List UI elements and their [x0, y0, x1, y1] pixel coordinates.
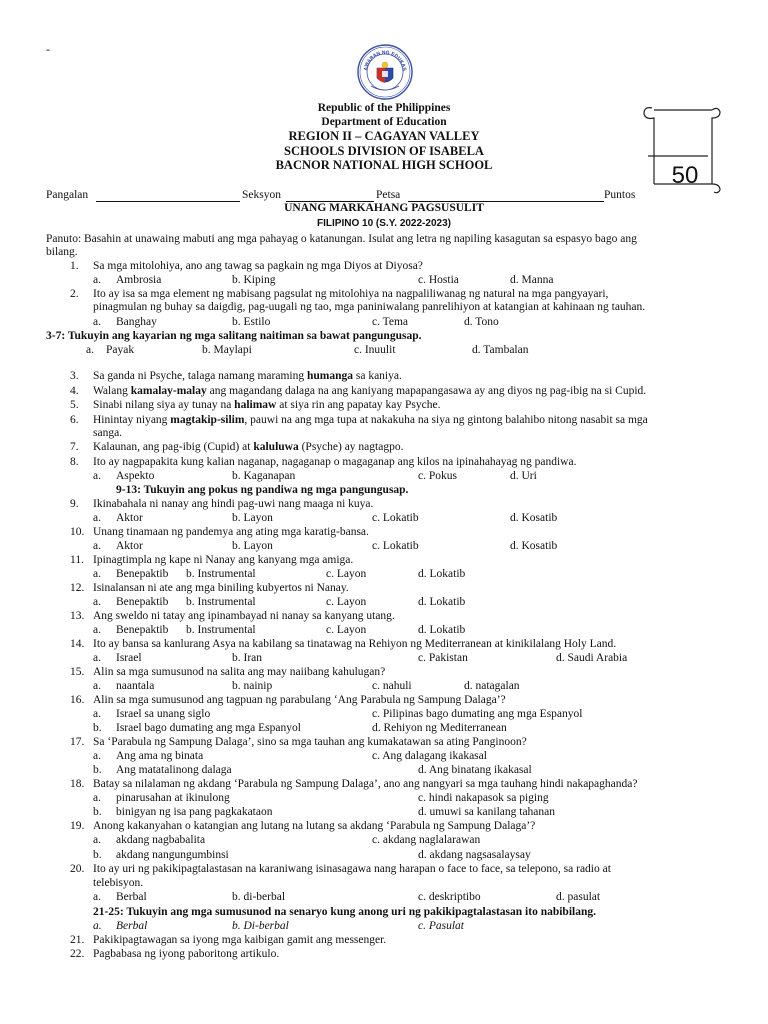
choice-letter: a. — [86, 344, 94, 356]
seal-text: AWARAN NG EDUKAS — [363, 49, 408, 72]
test-title: UNANG MARKAHANG PAGSUSULIT — [284, 202, 484, 214]
section-heading: 9-13: Tukuyin ang pokus ng pandiwa ng mga pangungusap. — [116, 484, 409, 496]
choice-c: c. Layon — [326, 568, 367, 580]
choice-b: b. Instrumental — [186, 596, 256, 608]
choice-d: d. Tambalan — [472, 344, 529, 356]
question-text-cont: sanga. — [93, 427, 123, 439]
question-text: Ang sweldo ni tatay ang ipinambayad ni nanay sa kanyang utang. — [93, 610, 395, 622]
choice-c: c. Pakistan — [418, 652, 468, 664]
choice-c: c. nahuli — [372, 680, 412, 692]
choice-c: c. Ang dalagang ikakasal — [372, 750, 487, 762]
question-text: Ipinagtimpla ng kape ni Nanay ang kanyang mga amiga. — [93, 554, 354, 566]
choice-c: c. Layon — [326, 596, 367, 608]
choice-b: b. Instrumental — [186, 568, 256, 580]
choice-a: Banghay — [116, 316, 157, 328]
choice-c: c. Lokatib — [372, 540, 419, 552]
question-text: Ito ay isa sa mga element ng mabisang pagsulat ng mitolohiya na nagpaliliwanag ng natural na mga pangyayari, — [93, 288, 609, 300]
choice-letter: b. — [93, 806, 102, 818]
choice-letter: a. — [93, 891, 101, 903]
region-line: REGION II – CAGAYAN VALLEY — [288, 129, 480, 144]
question-number: 19. — [70, 820, 85, 832]
choice-a: Benepaktib — [116, 568, 169, 580]
choice-c: c. akdang naglalarawan — [372, 834, 481, 846]
question-text: Sa ganda ni Psyche, talaga namang maraming humanga sa kaniya. — [93, 370, 402, 382]
choice-a: Berbal — [116, 920, 148, 932]
choice-d: d. Lokatib — [418, 624, 466, 636]
question-text: Ito ay bansa sa kanlurang Asya na kabilang sa tinatawag na Rehiyon ng Mediterranean at kinikilalang Holy Land. — [93, 638, 617, 650]
question-text: Anong kakanyahan o katangian ang lutang na lutang sa akdang ‘Parabula ng Sampung Dalaga’? — [93, 820, 536, 832]
choice-b: b. Di-berbal — [232, 920, 289, 932]
choice-b: b. Maylapi — [202, 344, 252, 356]
question-text-cont: telebisyon. — [93, 877, 144, 889]
choice-a: akdang nagbabalita — [116, 834, 206, 846]
question-text: Sa mga mitolohiya, ano ang tawag sa pagkain ng mga Diyos at Diyosa? — [93, 260, 423, 272]
choice-letter: b. — [93, 722, 102, 734]
choice-b: b. Iran — [232, 652, 263, 664]
choice-c: c. Hostia — [418, 274, 459, 286]
country-line: Republic of the Philippines — [317, 102, 451, 114]
choice-a: Benepaktib — [116, 624, 169, 636]
choice-a: Berbal — [116, 891, 147, 903]
choice-d: d. Ang binatang ikakasal — [418, 764, 532, 776]
choice-letter: b. — [93, 764, 102, 776]
choice-b: binigyan ng isa pang pagkakataon — [116, 806, 273, 818]
choice-letter: a. — [93, 920, 102, 932]
question-text: Alin sa mga sumusunod na salita ang may naiibang kahulugan? — [93, 666, 386, 678]
choice-b: b. Layon — [232, 512, 273, 524]
school-name: BACNOR NATIONAL HIGH SCHOOL — [275, 157, 493, 172]
question-number: 12. — [70, 582, 85, 594]
question-number: 16. — [70, 694, 85, 706]
question-text: Alin sa mga sumusunod ang tagpuan ng parabulang ‘Ang Parabula ng Sampung Dalaga’? — [93, 694, 506, 706]
choice-d: d. Saudi Arabia — [556, 652, 628, 664]
section-heading: 21-25: Tukuyin ang mga sumusunod na senaryo kung anong uri ng pakikipagtalastasan ito nabibilang. — [93, 906, 596, 918]
choice-b: Israel bago dumating ang mga Espanyol — [116, 722, 301, 734]
question-number: 9. — [70, 498, 79, 510]
top-mark: - — [46, 42, 50, 56]
question-text: Ito ay uri ng pakikipagtalastasan na karaniwang isinasagawa nang harapan o face to face, sa telepono, sa radio at — [93, 863, 611, 875]
choice-b: b. nainip — [232, 680, 273, 692]
choice-a: Aktor — [116, 512, 143, 524]
choice-letter: a. — [93, 834, 101, 846]
question-number: 4. — [70, 385, 79, 397]
choice-d: d. Kosatib — [510, 540, 558, 552]
question-text: Unang tinamaan ng pandemya ang ating mga karatig-bansa. — [93, 526, 369, 538]
choice-a: Payak — [106, 344, 135, 356]
choice-c: c. Lokatib — [372, 512, 419, 524]
question-text: Walang kamalay-malay ang magandang dalaga na ang kaniyang mapapangasawa ay ang diyos ng pag-ibig na si Cupid. — [93, 385, 647, 397]
choice-a: Benepaktib — [116, 596, 169, 608]
choice-b: b. Kaganapan — [232, 470, 296, 482]
question-text-cont: pinagmulan ng buhay sa daigdig, pag-uugali ng tao, mga paniniwalang panrelihiyon at katangian at kahinaan ng tauhan. — [93, 301, 646, 313]
choice-a: naantala — [116, 680, 155, 692]
choice-b: Ang matatalinong dalaga — [116, 764, 232, 776]
choice-c: c. hindi nakapasok sa piging — [418, 792, 549, 804]
department-line: Department of Education — [321, 116, 447, 129]
choice-c: c. Pasulat — [418, 920, 464, 932]
choice-b: b. di-berbal — [232, 891, 286, 903]
choice-a: Ambrosia — [116, 274, 162, 286]
choice-letter: a. — [93, 316, 101, 328]
choice-letter: a. — [93, 470, 101, 482]
choice-d: d. Rehiyon ng Mediterranean — [372, 722, 507, 734]
subject-line: FILIPINO 10 (S.Y. 2022-2023) — [317, 218, 451, 229]
choice-d: d. Lokatib — [418, 568, 466, 580]
choice-d: d. pasulat — [556, 891, 601, 903]
choice-letter: a. — [93, 512, 101, 524]
question-number: 21. — [70, 934, 85, 946]
question-number: 20. — [70, 863, 85, 875]
choice-a: Ang ama ng binata — [116, 750, 204, 762]
section-heading: 3-7: Tukuyin ang kayarian ng mga salitang naitiman sa bawat pangungusap. — [46, 330, 422, 342]
question-text: Ito ay nagpapakita kung kalian naganap, nagaganap o magaganap ang kilos na ipinahahayag ng pandiwa. — [93, 456, 577, 468]
choice-letter: a. — [93, 792, 101, 804]
choice-c: c. Pokus — [418, 470, 457, 482]
question-text: Kalaunan, ang pag-ibig (Cupid) at kaluluwa (Psyche) ay nagtagpo. — [93, 441, 404, 453]
choice-letter: a. — [93, 568, 101, 580]
question-number: 3. — [70, 370, 79, 382]
choice-b: b. Instrumental — [186, 624, 256, 636]
choice-a: Israel sa unang siglo — [116, 708, 211, 720]
choice-letter: a. — [93, 750, 101, 762]
choice-d: d. Uri — [510, 470, 537, 482]
question-number: 15. — [70, 666, 85, 678]
total-score: 50 — [671, 162, 699, 189]
question-text: Isinalansan ni ate ang mga biniling kubyertos ni Nanay. — [93, 582, 349, 594]
choice-d: d. umuwi sa kanilang tahanan — [418, 806, 556, 818]
choice-letter: a. — [93, 624, 101, 636]
choice-letter: a. — [93, 596, 101, 608]
section-label: Seksyon — [242, 189, 281, 201]
question-text: Pakikipagtawagan sa iyong mga kaibigan gamit ang messenger. — [93, 934, 387, 946]
choice-letter: a. — [93, 652, 101, 664]
question-text: Pagbabasa ng iyong paboritong artikulo. — [93, 948, 280, 960]
choice-d: d. Lokatib — [418, 596, 466, 608]
question-number: 8. — [70, 456, 79, 468]
question-number: 10. — [70, 526, 85, 538]
choice-letter: b. — [93, 849, 102, 861]
question-number: 11. — [70, 554, 84, 566]
choice-d: d. Tono — [464, 316, 499, 328]
choice-letter: a. — [93, 680, 101, 692]
question-number: 17. — [70, 736, 85, 748]
choice-a: Aktor — [116, 540, 143, 552]
choice-b: akdang nangungumbinsi — [116, 849, 229, 861]
choice-a: pinarusahan at ikinulong — [116, 792, 230, 804]
name-label: Pangalan — [46, 189, 89, 201]
question-text: Sinabi nilang siya ay tunay na halimaw at siya rin ang papatay kay Psyche. — [93, 399, 441, 411]
choice-d: d. natagalan — [464, 680, 520, 692]
choice-letter: a. — [93, 274, 101, 286]
instructions-line1: Panuto: Basahin at unawaing mabuti ang mga pahayag o katanungan. Isulat ang letra ng napiling kasagutan sa espasyo bago ang — [46, 233, 637, 245]
question-text: Hinintay niyang magtakip-silim, pauwi na ang mga tupa at nakakuha na siya ng gintong balahibo nitong nasabit sa mga — [93, 414, 648, 426]
question-text: Sa ‘Parabula ng Sampung Dalaga’, sino sa mga tauhan ang kumakatawan sa ating Panginoon? — [93, 736, 527, 748]
instructions-line2: bilang. — [46, 246, 78, 258]
points-label: Puntos — [604, 189, 636, 201]
question-number: 2. — [70, 288, 79, 300]
choice-c: c. Tema — [372, 316, 409, 328]
question-number: 5. — [70, 399, 79, 411]
date-label: Petsa — [376, 189, 401, 201]
question-text: Ikinabahala ni nanay ang hindi pag-uwi nang maaga ni kuya. — [93, 498, 374, 510]
choice-c: c. deskriptibo — [418, 891, 481, 903]
choice-d: d. Manna — [510, 274, 554, 286]
question-number: 18. — [70, 778, 85, 790]
division-line: SCHOOLS DIVISION OF ISABELA — [284, 143, 484, 158]
choice-d: d. akdang nagsasalaysay — [418, 849, 531, 861]
choice-letter: a. — [93, 540, 101, 552]
choice-c: c. Layon — [326, 624, 367, 636]
question-number: 22. — [70, 948, 85, 960]
choice-a: Aspekto — [116, 470, 155, 482]
question-number: 7. — [70, 441, 79, 453]
choice-c: c. Inuulit — [354, 344, 396, 356]
choice-a: Israel — [116, 652, 142, 664]
question-number: 13. — [70, 610, 85, 622]
choice-b: b. Kiping — [232, 274, 276, 286]
question-number: 6. — [70, 414, 79, 426]
question-number: 14. — [70, 638, 85, 650]
choice-b: b. Estilo — [232, 316, 271, 328]
choice-d: d. Kosatib — [510, 512, 558, 524]
question-text: Batay sa nilalaman ng akdang ‘Parabula ng Sampung Dalaga’, ano ang nangyari sa mga tauhang hindi nakapaghanda? — [93, 778, 638, 790]
choice-letter: a. — [93, 708, 101, 720]
question-number: 1. — [70, 260, 79, 272]
choice-c: c. Pilipinas bago dumating ang mga Espanyol — [372, 708, 583, 720]
choice-b: b. Layon — [232, 540, 273, 552]
